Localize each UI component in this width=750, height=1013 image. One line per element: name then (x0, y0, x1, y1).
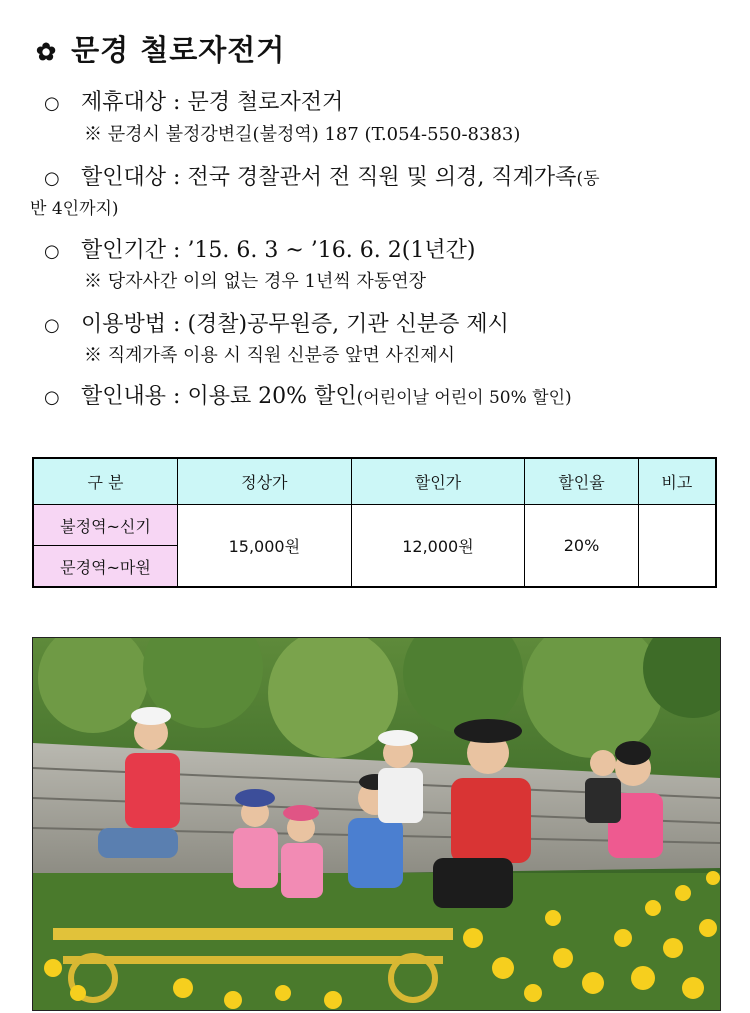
bullet-icon: ○ (44, 315, 60, 336)
note-address: ※ 문경시 불정강변길(불정역) 187 (T.054-550-8383) (84, 124, 521, 145)
item-value: ’15. 6. 3 ~ ’16. 6. 2(1년간) (187, 238, 476, 263)
item-value: 문경 철로자전거 (187, 90, 344, 115)
header-normal-price: 정상가 (178, 458, 352, 505)
header-remarks: 비고 (638, 458, 716, 505)
item-label: 이용방법 (81, 312, 167, 337)
colon: : (173, 165, 181, 190)
item-period (44, 233, 475, 264)
page-title (36, 28, 285, 69)
item-target-wrap: 반 4인까지) (30, 199, 119, 219)
colon: : (173, 90, 181, 115)
colon: : (173, 384, 181, 409)
bullet-icon: ○ (44, 168, 60, 189)
item-content (44, 379, 572, 410)
remarks-cell (638, 505, 716, 588)
item-partner (44, 85, 343, 116)
colon: : (173, 312, 181, 337)
station-cell: 문경역~마원 (33, 546, 178, 588)
page-title-text: 문경 철로자전거 (71, 33, 286, 67)
item-value: 전국 경찰관서 전 직원 및 의경, 직계가족 (187, 165, 577, 190)
header-discount-rate: 할인율 (525, 458, 639, 505)
item-method (44, 307, 509, 338)
item-target (44, 160, 600, 191)
header-discount-price: 할인가 (351, 458, 525, 505)
item-value-small: (어린이날 어린이 50% 할인) (356, 388, 572, 408)
note-renewal: ※ 당자사간 이의 없는 경우 1년씩 자동연장 (84, 271, 426, 292)
item-label: 제휴대상 (81, 90, 167, 115)
item-label: 할인기간 (81, 238, 167, 263)
item-label: 할인대상 (81, 165, 167, 190)
note-family: ※ 직계가족 이용 시 직원 신분증 앞면 사진제시 (84, 345, 456, 366)
discount-price-cell: 12,000원 (351, 505, 525, 588)
header-category: 구 분 (33, 458, 178, 505)
discount-rate-cell: 20% (525, 505, 639, 588)
normal-price-cell: 15,000원 (178, 505, 352, 588)
station-cell: 불정역~신기 (33, 505, 178, 546)
item-label: 할인내용 (81, 384, 167, 409)
bullet-icon: ○ (44, 387, 60, 408)
rail-bike-photo (32, 637, 721, 1011)
item-value-small: (동 (576, 169, 600, 189)
flower-icon: ✿ (36, 37, 58, 66)
bullet-icon: ○ (44, 93, 60, 114)
colon: : (173, 238, 181, 263)
price-table (32, 457, 717, 588)
table-row (33, 505, 716, 546)
item-value: 이용료 20% 할인 (187, 384, 357, 409)
table-header-row (33, 458, 716, 505)
bullet-icon: ○ (44, 241, 60, 262)
item-value: (경찰)공무원증, 기관 신분증 제시 (187, 312, 509, 337)
